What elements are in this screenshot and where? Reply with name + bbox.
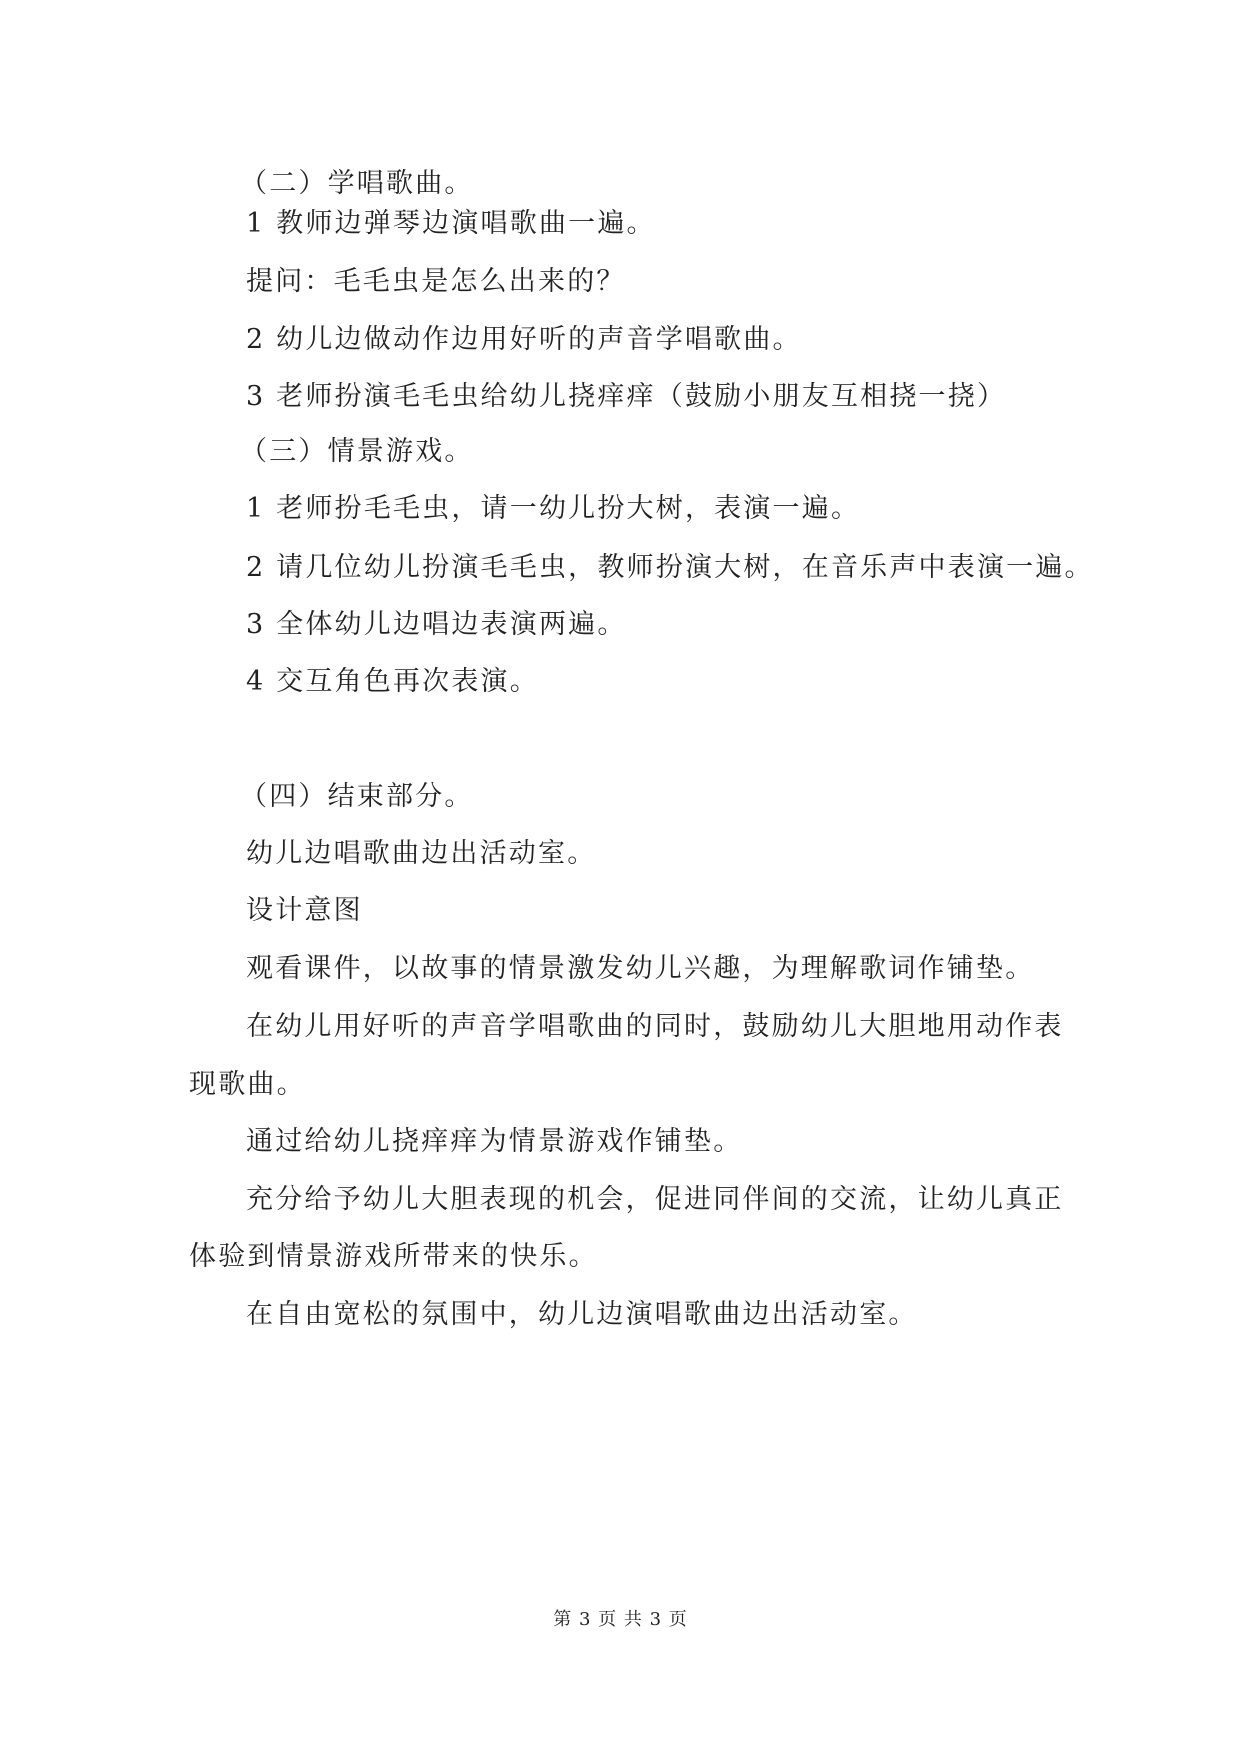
paragraph-intent-5: 在自由宽松的氛围中，幼儿边演唱歌曲边出活动室。 (246, 1299, 918, 1330)
paragraph-design-intent-heading: 设计意图 (246, 895, 363, 926)
paragraph-game-2: 2 请几位幼儿扮演毛毛虫，教师扮演大树，在音乐声中表演一遍。 (246, 552, 1094, 583)
paragraph-intent-2-line-1: 在幼儿用好听的声音学唱歌曲的同时，鼓励幼儿大胆地用动作表 (246, 1011, 1064, 1042)
paragraph-intent-4-line-2: 体验到情景游戏所带来的快乐。 (189, 1241, 598, 1272)
paragraph-intent-2-line-2: 现歌曲。 (189, 1069, 306, 1100)
paragraph-game-1: 1 老师扮毛毛虫，请一幼儿扮大树，表演一遍。 (246, 493, 861, 524)
paragraph-question: 提问：毛毛虫是怎么出来的？ (246, 266, 626, 297)
paragraph-intent-1: 观看课件，以故事的情景激发幼儿兴趣，为理解歌词作铺垫。 (246, 953, 1035, 984)
paragraph-step-2: 2 幼儿边做动作边用好听的声音学唱歌曲。 (246, 324, 802, 355)
paragraph-game-4: 4 交互角色再次表演。 (246, 666, 539, 697)
paragraph-intent-3: 通过给幼儿挠痒痒为情景游戏作铺垫。 (246, 1126, 743, 1157)
paragraph-game-3: 3 全体幼儿边唱边表演两遍。 (246, 609, 627, 640)
paragraph-step-3: 3 老师扮演毛毛虫给幼儿挠痒痒（鼓励小朋友互相挠一挠） (246, 381, 1007, 412)
section-heading-ending: （四）结束部分。 (240, 781, 474, 812)
paragraph-ending: 幼儿边唱歌曲边出活动室。 (246, 838, 597, 869)
paragraph-intent-4-line-1: 充分给予幼儿大胆表现的机会，促进同伴间的交流，让幼儿真正 (246, 1184, 1064, 1215)
paragraph-step-1: 1 教师边弹琴边演唱歌曲一遍。 (246, 208, 656, 239)
section-heading-scene-game: （三）情景游戏。 (240, 436, 474, 467)
page-number-footer: 第 3 页 共 3 页 (553, 1609, 688, 1630)
section-heading-learn-song: （二）学唱歌曲。 (240, 168, 474, 199)
